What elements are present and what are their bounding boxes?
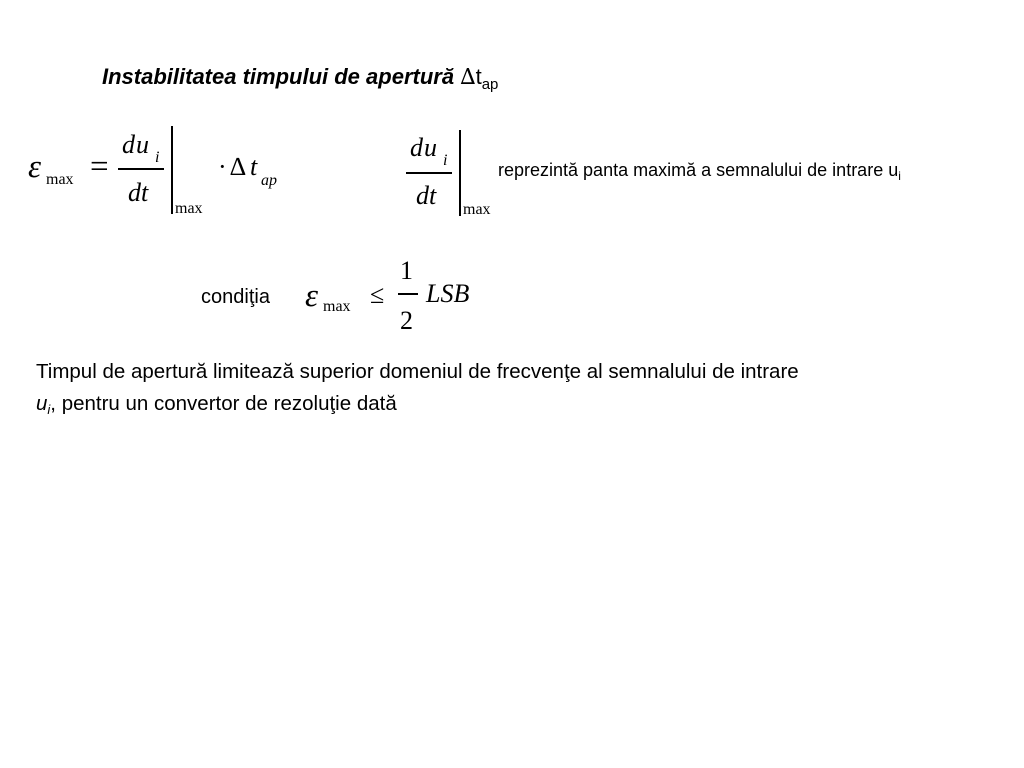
cond-leq: ≤ (370, 280, 385, 309)
eq1-epsilon: ε (28, 149, 42, 185)
eq1-eval-bar (171, 126, 173, 214)
title-delta: ∆ (460, 65, 476, 90)
eq2-den: dt (416, 181, 437, 210)
eq2-eval-sub: max (463, 201, 491, 218)
eq2-fraction-bar (406, 172, 452, 174)
paragraph-var-sub: i (47, 402, 51, 417)
eq1-num-u: u (136, 130, 149, 159)
eq1-t: t (250, 152, 258, 181)
cond-epsilon-sub: max (323, 298, 351, 315)
eq2-num-d: d (410, 133, 423, 162)
description-text: reprezintă panta maximă a semnalului de intrare u (498, 160, 899, 180)
eq1-fraction-bar (118, 168, 164, 170)
eq1-dot: · (218, 152, 227, 181)
paragraph-line-2-text: , pentru un convertor de rezoluţie dată (50, 392, 397, 415)
condition-label: condiţia (201, 286, 270, 308)
eq1-equals: = (90, 149, 109, 185)
slide-title (102, 64, 498, 93)
eq1-epsilon-sub: max (46, 171, 74, 188)
eq2-eval-bar (459, 130, 461, 216)
cond-fraction-bar (398, 293, 418, 295)
paragraph-var: u (36, 392, 48, 415)
eq1-den: dt (128, 178, 149, 207)
cond-den: 2 (400, 306, 413, 335)
eq1-num-i: i (155, 149, 160, 166)
cond-epsilon: ε (305, 278, 319, 314)
title-var: t (475, 64, 482, 89)
paragraph-line-2 (36, 392, 397, 417)
eq2-num-u: u (424, 133, 437, 162)
eq2-num-i: i (443, 152, 448, 169)
derivative-description (498, 160, 901, 183)
eq1-delta: ∆ (230, 152, 246, 181)
eq1-eval-sub: max (175, 200, 203, 217)
title-sub: ap (481, 76, 499, 93)
paragraph-line-1: Timpul de apertură limitează superior domeniul de frecvenţe al semnalului de intrare (36, 360, 799, 383)
title-text: Instabilitatea timpului de apertură (102, 64, 455, 89)
eq1-t-sub: ap (261, 172, 277, 189)
cond-rhs: LSB (426, 279, 470, 308)
description-sub: i (898, 169, 901, 183)
eq1-num-d: d (122, 130, 135, 159)
cond-num: 1 (400, 256, 413, 285)
